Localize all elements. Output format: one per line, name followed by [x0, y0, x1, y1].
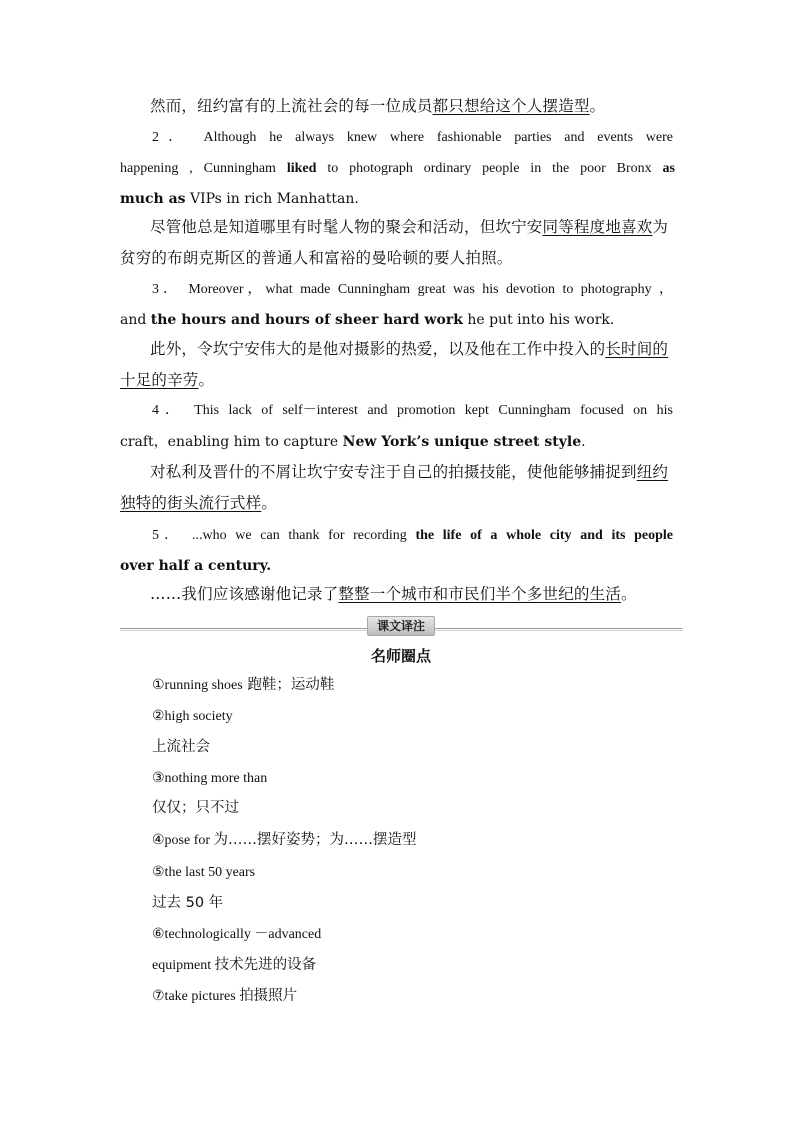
- text: 尽管他总是知道哪里有时髦人物的聚会和活动，但坎宁安: [150, 218, 543, 236]
- item-4-line-1: [152, 401, 673, 421]
- item-4-cn-1: [150, 462, 675, 482]
- text: he put into his work.: [462, 312, 615, 328]
- text: 。: [198, 371, 215, 389]
- underlined-text: 十足的辛劳: [120, 371, 199, 389]
- item-3-line-2: [120, 310, 675, 330]
- text: 对私利及晋什的不屑让坎宁安专注于自己的拍摄技能，使他能够捕捉到: [150, 463, 637, 481]
- note-zh: 上流社会: [152, 739, 210, 755]
- note-en: ④pose for: [152, 833, 214, 848]
- bold-text: the life of a whole city and its people: [415, 528, 673, 543]
- item-3-cn-2: [120, 370, 675, 390]
- note-line: [152, 798, 239, 819]
- item-5-cn-1: [150, 584, 675, 604]
- note-zh: 为……摆好姿势；为……摆造型: [213, 832, 417, 848]
- underlined-text: 都只想给这个人摆造型: [432, 97, 590, 115]
- note-zh: 跑鞋；运动鞋: [242, 677, 335, 693]
- notes-title: 名师圈点: [370, 647, 431, 665]
- text: 然而，纽约富有的上流社会的每一位成员: [150, 97, 433, 115]
- text: Although he always knew where fashionable parties and events were: [203, 130, 673, 145]
- item-number: 3．: [152, 282, 181, 297]
- note-zh: 技术先进的设备: [214, 957, 317, 973]
- section-tag: 课文译注: [367, 616, 435, 636]
- text: .: [581, 434, 586, 450]
- note-zh: 仅仅；只不过: [152, 800, 239, 816]
- text: ……我们应该感谢他记录了: [150, 585, 339, 603]
- note-en: ⑤the last 50 years: [152, 865, 256, 880]
- note-line: [152, 893, 223, 914]
- note-line: [152, 986, 297, 1007]
- note-line: [152, 706, 233, 727]
- text: This lack of self－interest and promotion kept Cunningham focused on his: [194, 403, 673, 418]
- item-number: 5．: [152, 528, 184, 543]
- item-number: 4．: [152, 403, 185, 418]
- item-2-line-1: [152, 128, 673, 148]
- note-line: [152, 830, 417, 851]
- text: VIPs in rich Manhattan.: [185, 191, 359, 207]
- note-line: [152, 955, 316, 976]
- underlined-text: 长时间的: [605, 340, 669, 358]
- item-2-cn-1: [150, 217, 675, 237]
- note-en: equipment: [152, 958, 215, 973]
- note-zh: 拍摄照片: [239, 988, 298, 1004]
- note-line: [152, 862, 255, 883]
- text: and: [120, 312, 151, 328]
- note-zh: 过去 50 年: [152, 895, 224, 911]
- underlined-text: 整整一个城市和市民们半个多世纪的生活: [338, 585, 622, 603]
- text: happening , Cunningham: [120, 161, 287, 176]
- note-en: ①running shoes: [152, 678, 243, 693]
- bold-text: much as: [120, 191, 186, 207]
- underlined-text: 同等程度地喜欢: [542, 218, 653, 236]
- item-2-cn-2: [120, 248, 675, 268]
- bold-text: liked: [286, 161, 317, 176]
- underlined-text: 独特的街头流行式样: [120, 494, 262, 512]
- text: Moreover，what made Cunningham great was his devotion to photography ，: [188, 282, 674, 297]
- text: to photograph ordinary people in the poor Bronx: [316, 161, 663, 176]
- text: craft，enabling him to capture: [120, 434, 343, 450]
- note-line: [152, 768, 267, 789]
- item-5-line-2: [120, 556, 675, 576]
- note-en: ⑥technologically －advanced: [152, 927, 322, 942]
- item-number: 2．: [152, 130, 192, 145]
- text: 为: [652, 218, 669, 236]
- item-4-cn-2: [120, 493, 675, 513]
- text: 此外，令坎宁安伟大的是他对摄影的热爱，以及他在工作中投入的: [150, 340, 606, 358]
- item-3-line-1: [152, 280, 673, 300]
- note-en: ③nothing more than: [152, 771, 268, 786]
- text: 。: [261, 494, 278, 512]
- underlined-text: 纽约: [636, 463, 669, 481]
- item-4-line-2: [120, 432, 675, 452]
- bold-text: as: [662, 161, 675, 176]
- note-line: [152, 737, 210, 758]
- bold-text: over half a century.: [120, 558, 272, 574]
- note-line: [152, 924, 321, 945]
- text: 。: [621, 585, 637, 603]
- text: 。: [589, 97, 606, 115]
- item-2-line-2: [120, 159, 675, 179]
- bold-text: the hours and hours of sheer hard work: [150, 312, 463, 328]
- text: ...who we can thank for recording: [192, 528, 416, 543]
- note-en: ②high society: [152, 709, 233, 724]
- bold-text: New York’s unique street style: [342, 434, 582, 450]
- text: 贫穷的布朗克斯区的普通人和富裕的曼哈顿的要人拍照。: [120, 249, 513, 267]
- note-en: ⑦take pictures: [152, 989, 240, 1004]
- item-3-cn-1: [150, 339, 675, 359]
- translation-line: [150, 96, 675, 116]
- item-2-line-3: [120, 189, 675, 209]
- note-line: [152, 675, 334, 696]
- item-5-line-1: [152, 526, 673, 546]
